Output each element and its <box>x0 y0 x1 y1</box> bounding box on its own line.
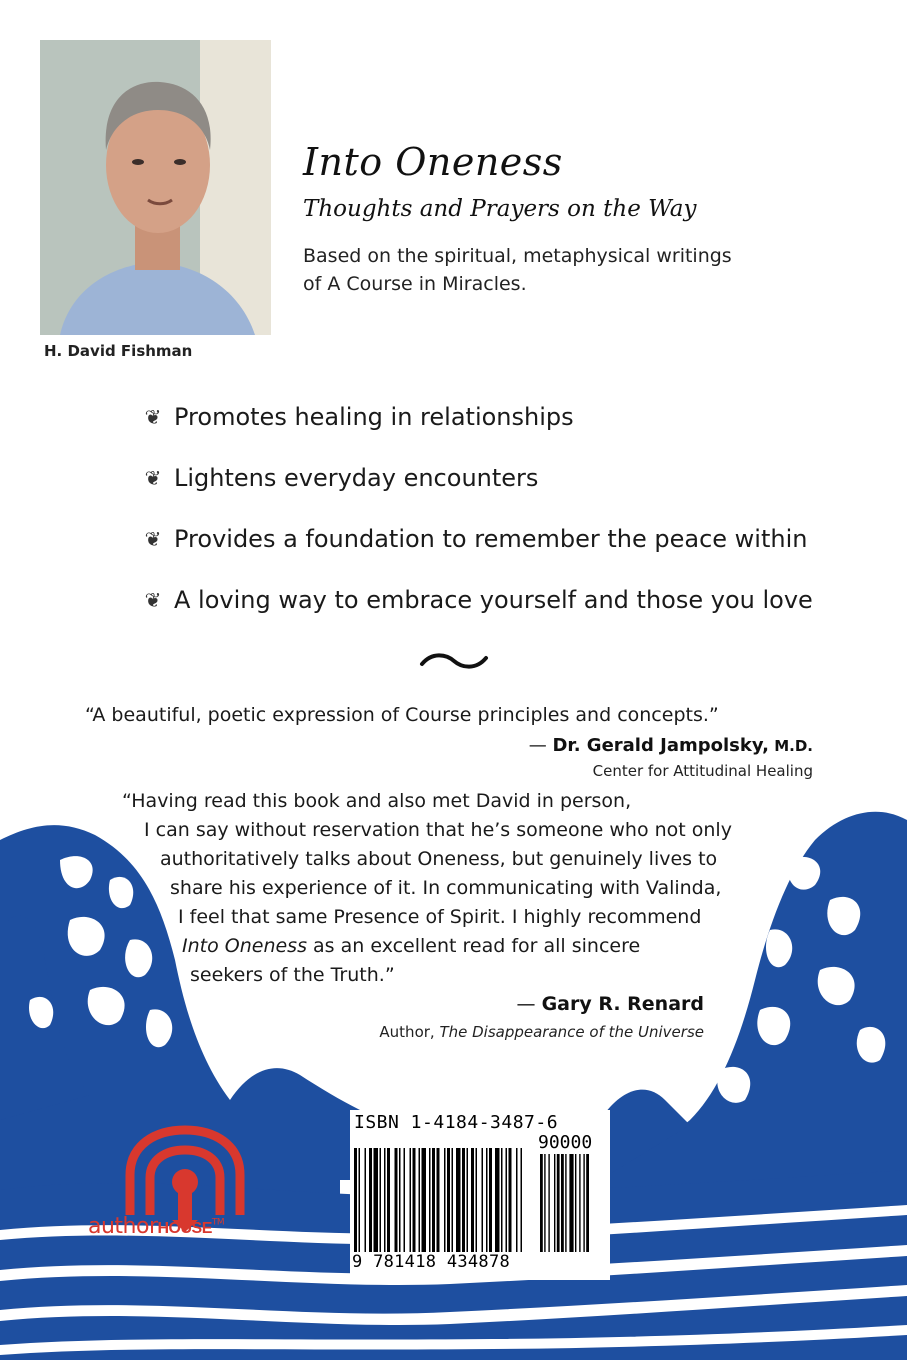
barcode-bar <box>506 1148 508 1252</box>
barcode-bar <box>452 1148 454 1252</box>
attribution-name: Dr. Gerald Jampolsky, <box>552 735 769 756</box>
barcode-addon-bar <box>548 1154 549 1252</box>
feature-item <box>140 397 813 437</box>
barcode-addon-bar <box>565 1154 566 1252</box>
barcode-bar <box>365 1148 367 1252</box>
quote-renard-line: I can say without reservation that he’s someone who not only <box>144 819 732 841</box>
barcode-addon-bar <box>561 1154 564 1252</box>
barcode-bars-icon <box>354 1148 606 1252</box>
book-intro-line-1: Based on the spiritual, metaphysical writings <box>303 245 732 267</box>
barcode-bar <box>516 1148 518 1252</box>
barcode-bar <box>456 1148 461 1252</box>
barcode-bar <box>495 1148 500 1252</box>
quote-renard-book-title: Into Oneness <box>182 935 307 957</box>
barcode-addon-bar <box>544 1154 545 1252</box>
barcode-bar <box>447 1148 450 1252</box>
feature-item <box>140 458 813 498</box>
book-title: Into Oneness <box>303 140 563 184</box>
barcode-bar <box>395 1148 398 1252</box>
price-code: 90000 <box>538 1132 593 1153</box>
barcode-bar <box>476 1148 478 1252</box>
swirl-bullet-icon: ❦ <box>144 527 162 551</box>
book-subtitle: Thoughts and Prayers on the Way <box>303 196 697 222</box>
barcode-bar <box>521 1148 523 1252</box>
swirl-bullet-icon: ❦ <box>144 588 162 612</box>
tilde-ornament-icon <box>418 650 490 672</box>
barcode-addon-bar <box>575 1154 576 1252</box>
attribution-dash: — <box>528 735 553 756</box>
barcode-bar <box>486 1148 488 1252</box>
quote-renard-attribution: — Gary R. Renard <box>516 993 704 1015</box>
quote-renard-role: Author, The Disappearance of the Universe <box>379 1023 704 1041</box>
quote-renard-line: seekers of the Truth.” <box>190 964 395 986</box>
barcode-addon-bar <box>583 1154 584 1252</box>
barcode-bar <box>399 1148 401 1252</box>
attribution-suffix: M.D. <box>769 737 813 755</box>
barcode-bar <box>467 1148 469 1252</box>
isbn-text: ISBN 1-4184-3487-6 <box>354 1112 559 1133</box>
quote-jampolsky: “A beautiful, poetic expression of Course principles and concepts.” <box>85 704 719 726</box>
barcode-addon-bar <box>557 1154 560 1252</box>
feature-text: Provides a foundation to remember the peace within <box>174 525 808 553</box>
feature-text: Promotes healing in relationships <box>174 403 574 431</box>
barcode-bar <box>462 1148 465 1252</box>
book-intro <box>303 242 783 298</box>
barcode-addon-bar <box>586 1154 589 1252</box>
barcode-bar <box>359 1148 361 1252</box>
barcode-bar <box>380 1148 382 1252</box>
barcode-addon-bar <box>579 1154 580 1252</box>
attribution-name: Gary R. Renard <box>541 993 704 1015</box>
barcode-bar <box>432 1148 435 1252</box>
barcode-bar <box>422 1148 427 1252</box>
barcode-bar <box>482 1148 484 1252</box>
barcode-bar <box>404 1148 406 1252</box>
quote-renard-line: “Having read this book and also met David in person, <box>122 790 632 812</box>
author-portrait-icon <box>40 40 271 335</box>
barcode-addon-bar <box>569 1154 573 1252</box>
barcode-bar <box>471 1148 474 1252</box>
barcode-bar <box>374 1148 379 1252</box>
feature-item <box>140 580 813 620</box>
barcode-bar <box>489 1148 492 1252</box>
publisher-name: authorHOUSE™ <box>88 1214 225 1239</box>
barcode-bar <box>501 1148 503 1252</box>
barcode-bar <box>509 1148 512 1252</box>
feature-text: Lightens everyday encounters <box>174 464 539 492</box>
barcode-bar <box>410 1148 412 1252</box>
barcode-bar <box>413 1148 416 1252</box>
feature-list <box>140 397 813 641</box>
book-intro-line-2: of A Course in Miracles. <box>303 273 527 295</box>
barcode-bar <box>354 1148 357 1252</box>
feature-item <box>140 519 813 559</box>
barcode-digits: 9 781418 434878 <box>352 1252 511 1272</box>
quote-jampolsky-attribution <box>529 735 813 756</box>
barcode-addon-bar <box>540 1154 543 1252</box>
barcode-bar <box>384 1148 386 1252</box>
author-caption: H. David Fishman <box>44 342 193 360</box>
quote-renard-line: I feel that same Presence of Spirit. I highly recommend <box>178 906 702 928</box>
quote-renard-line: share his experience of it. In communicating with Valinda, <box>170 877 722 899</box>
barcode-bar <box>437 1148 440 1252</box>
barcode-bar <box>444 1148 446 1252</box>
quote-renard-line: Into Oneness as an excellent read for all sincere <box>182 935 641 957</box>
feature-text: A loving way to embrace yourself and those you love <box>174 586 813 614</box>
barcode-bar <box>429 1148 431 1252</box>
quote-renard-line: authoritatively talks about Oneness, but genuinely lives to <box>160 848 718 870</box>
barcode-addon-bar <box>554 1154 555 1252</box>
author-photo <box>40 40 271 335</box>
barcode-bar <box>369 1148 372 1252</box>
barcode-bar <box>419 1148 421 1252</box>
swirl-bullet-icon: ❦ <box>144 405 162 429</box>
swirl-bullet-icon: ❦ <box>144 466 162 490</box>
barcode-bar <box>387 1148 390 1252</box>
quote-jampolsky-org: Center for Attitudinal Healing <box>592 762 813 780</box>
